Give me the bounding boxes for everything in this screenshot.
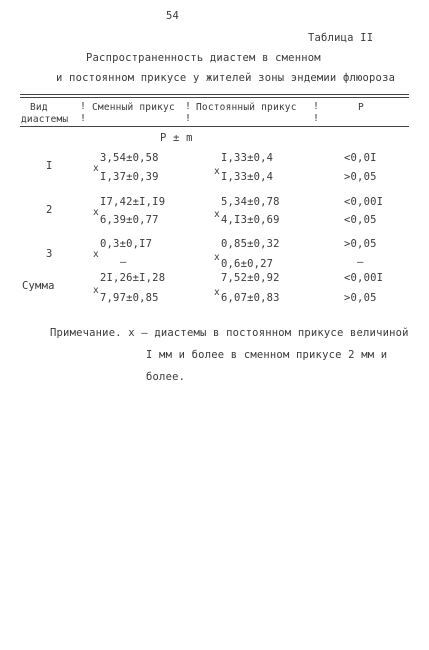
header-separator: !: [185, 113, 192, 124]
cell-mixed: 2I,26±I,28: [100, 272, 166, 284]
table-label: Таблица II: [308, 32, 374, 44]
header-type-line1: Вид: [30, 102, 48, 113]
header-type-line2: диастемы: [21, 114, 69, 125]
header-bottom-rule: [20, 126, 409, 127]
row-type: 2: [46, 204, 53, 216]
x-mark: x: [214, 287, 220, 298]
row-type: Сумма: [22, 280, 55, 292]
cell-p: >0,05: [344, 238, 377, 250]
header-permanent-bite: Постоянный прикус: [196, 102, 297, 113]
cell-mixed: –: [120, 256, 127, 268]
header-top-rule-2: [20, 97, 409, 98]
x-mark: x: [93, 163, 99, 174]
cell-p: <0,00I: [344, 196, 384, 208]
row-type: 3: [46, 248, 53, 260]
x-mark: x: [214, 252, 220, 263]
cell-permanent: 5,34±0,78: [221, 196, 280, 208]
cell-mixed: 0,3±0,I7: [100, 238, 153, 250]
row-type: I: [46, 160, 53, 172]
header-separator: !: [80, 113, 87, 124]
cell-permanent: 0,6±0,27: [221, 258, 274, 270]
x-mark: x: [214, 166, 220, 177]
cell-mixed: 6,39±0,77: [100, 214, 159, 226]
header-separator: !: [313, 113, 320, 124]
cell-permanent: 7,52±0,92: [221, 272, 280, 284]
note-line3: более.: [146, 371, 186, 383]
header-separator: !: [185, 101, 192, 112]
cell-permanent: I,33±0,4: [221, 171, 274, 183]
x-mark: x: [93, 249, 99, 260]
cell-mixed: I,37±0,39: [100, 171, 159, 183]
cell-p: <0,00I: [344, 272, 384, 284]
note-line2: I мм и более в сменном прикусе 2 мм и: [146, 349, 388, 361]
header-mixed-bite: Сменный прикус: [92, 102, 175, 113]
header-top-rule: [20, 94, 409, 95]
note-line1: Примечание. х – диастемы в постоянном прикусе величиной: [50, 327, 409, 339]
x-mark: x: [93, 207, 99, 218]
cell-p: <0,0I: [344, 152, 377, 164]
cell-permanent: 0,85±0,32: [221, 238, 280, 250]
page-number: 54: [166, 10, 180, 22]
cell-mixed: 7,97±0,85: [100, 292, 159, 304]
cell-p: –: [357, 256, 364, 268]
cell-p: >0,05: [344, 171, 377, 183]
table-title-line1: Распространенность диастем в сменном: [86, 52, 321, 64]
cell-permanent: I,33±0,4: [221, 152, 274, 164]
cell-mixed: 3,54±0,58: [100, 152, 159, 164]
header-separator: !: [313, 101, 320, 112]
header-p: P: [358, 102, 364, 113]
cell-permanent: 6,07±0,83: [221, 292, 280, 304]
table-title-line2: и постоянном прикусе у жителей зоны эндемии флюороза: [56, 72, 396, 84]
unit-row: P ± m: [160, 132, 193, 144]
x-mark: x: [214, 209, 220, 220]
cell-mixed: I7,42±I,I9: [100, 196, 166, 208]
cell-p: <0,05: [344, 214, 377, 226]
x-mark: x: [93, 285, 99, 296]
cell-permanent: 4,I3±0,69: [221, 214, 280, 226]
cell-p: >0,05: [344, 292, 377, 304]
header-separator: !: [80, 101, 87, 112]
